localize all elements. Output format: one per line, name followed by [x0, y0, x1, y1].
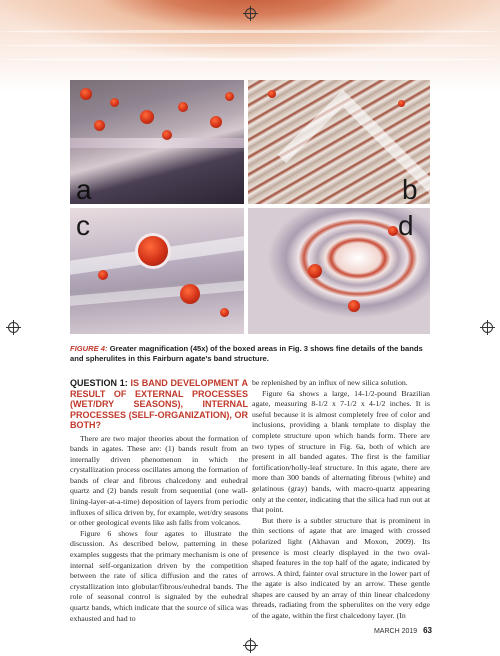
page-number: 63: [423, 626, 432, 635]
photo-panel-d: [248, 208, 430, 334]
registration-mark-top-icon: [245, 8, 256, 19]
paragraph: But there is a subtler structure that is prominent in thin sections of agate that are imaged with crossed polarized light (Akhavan and Moxon, 2009). Its presence is most clearly displayed in the two oval-shaped features in the top half of the agate, indicated by arrows. A third, fainter oval structure in the lower part of the agate is also indicated by an arrow. These gentle shapes are caused by an array of thin linear chalcedony threads, radiating from the spherulites on the very edge of the agate, within the first chalcedony layer. (In: [252, 515, 430, 621]
issue-date: MARCH 2019: [373, 628, 418, 635]
heading-question: IS BAND DEVELOPMENT A RESULT OF EXTERNAL PROCESSES (WET/DRY SEASONS), INTERNAL PROCESSES (SELF-ORGANIZATION), OR BOTH?: [70, 378, 248, 430]
panel-label-a: a: [76, 174, 92, 204]
photo-panel-a: [70, 80, 244, 204]
article-heading: [70, 378, 248, 431]
photo-panel-c: [70, 208, 244, 334]
paragraph: Figure 6a shows a large, 14-1/2-pound Brazilian agate, measuring 8-1/2 x 7-1/2 x 4-1/2 inches. It is useful because it is almost completely free of color and inclusions, providing a blank template to display the complete structure upon which bands form. There are two types of structure in Fig. 6a, both of which are present in all banded agates. The first is the familiar fortification/holly-leaf structure. In this agate, there are more than 300 bands of alternating fibrous (white) and gelatinous (gray) bands, with macro-quartz appearing only at the center, indicating that the silica had run out at that point.: [252, 388, 430, 515]
registration-mark-right-icon: [482, 322, 493, 333]
panel-label-b: b: [402, 174, 418, 204]
panel-label-d: d: [398, 210, 414, 241]
figure-caption-text: Greater magnification (45x) of the boxed areas in Fig. 3 shows fine details of the bands and spherulites in this Fairburn agate's band structure.: [70, 344, 423, 363]
page-footer: [374, 626, 432, 635]
heading-prefix: QUESTION 1:: [70, 378, 128, 388]
figure-label: FIGURE 4:: [70, 344, 108, 353]
photo-panel-b: [248, 80, 430, 204]
figure-caption: [70, 344, 430, 363]
article-column-right: [252, 378, 430, 622]
article-column-left: [70, 378, 248, 624]
paragraph: Figure 6 shows four agates to illustrate the discussion. As described below, patterning in these examples suggests that the primary mechanism is one of internal self-organization driven by the competition between the rate of silica diffusion and the rates of crystallization into globular/fibrous/euhedral bands. The role of seasonal control is signaled by the euhedral quartz bands, which indicate that the source of silica was exhausted and had to: [70, 528, 248, 623]
registration-mark-bottom-icon: [245, 640, 256, 651]
paragraph: There are two major theories about the formation of bands in agates. These are: (1) bands result from an internally driven phenomenon in which the crystallization process oscillates among the formation of bands of clear and fibrous chalcedony and euhedral quartz and (2) bands result from sequential (one wall-lining-layer-at-a-time) deposition of layers from periodic influxes of silica driven by, for example, wet/dry seasons or other geological events like ash falls from volcanos.: [70, 433, 248, 528]
panel-label-c: c: [76, 210, 90, 241]
paragraph: be replenished by an influx of new silica solution.: [252, 378, 408, 387]
registration-mark-left-icon: [8, 322, 19, 333]
